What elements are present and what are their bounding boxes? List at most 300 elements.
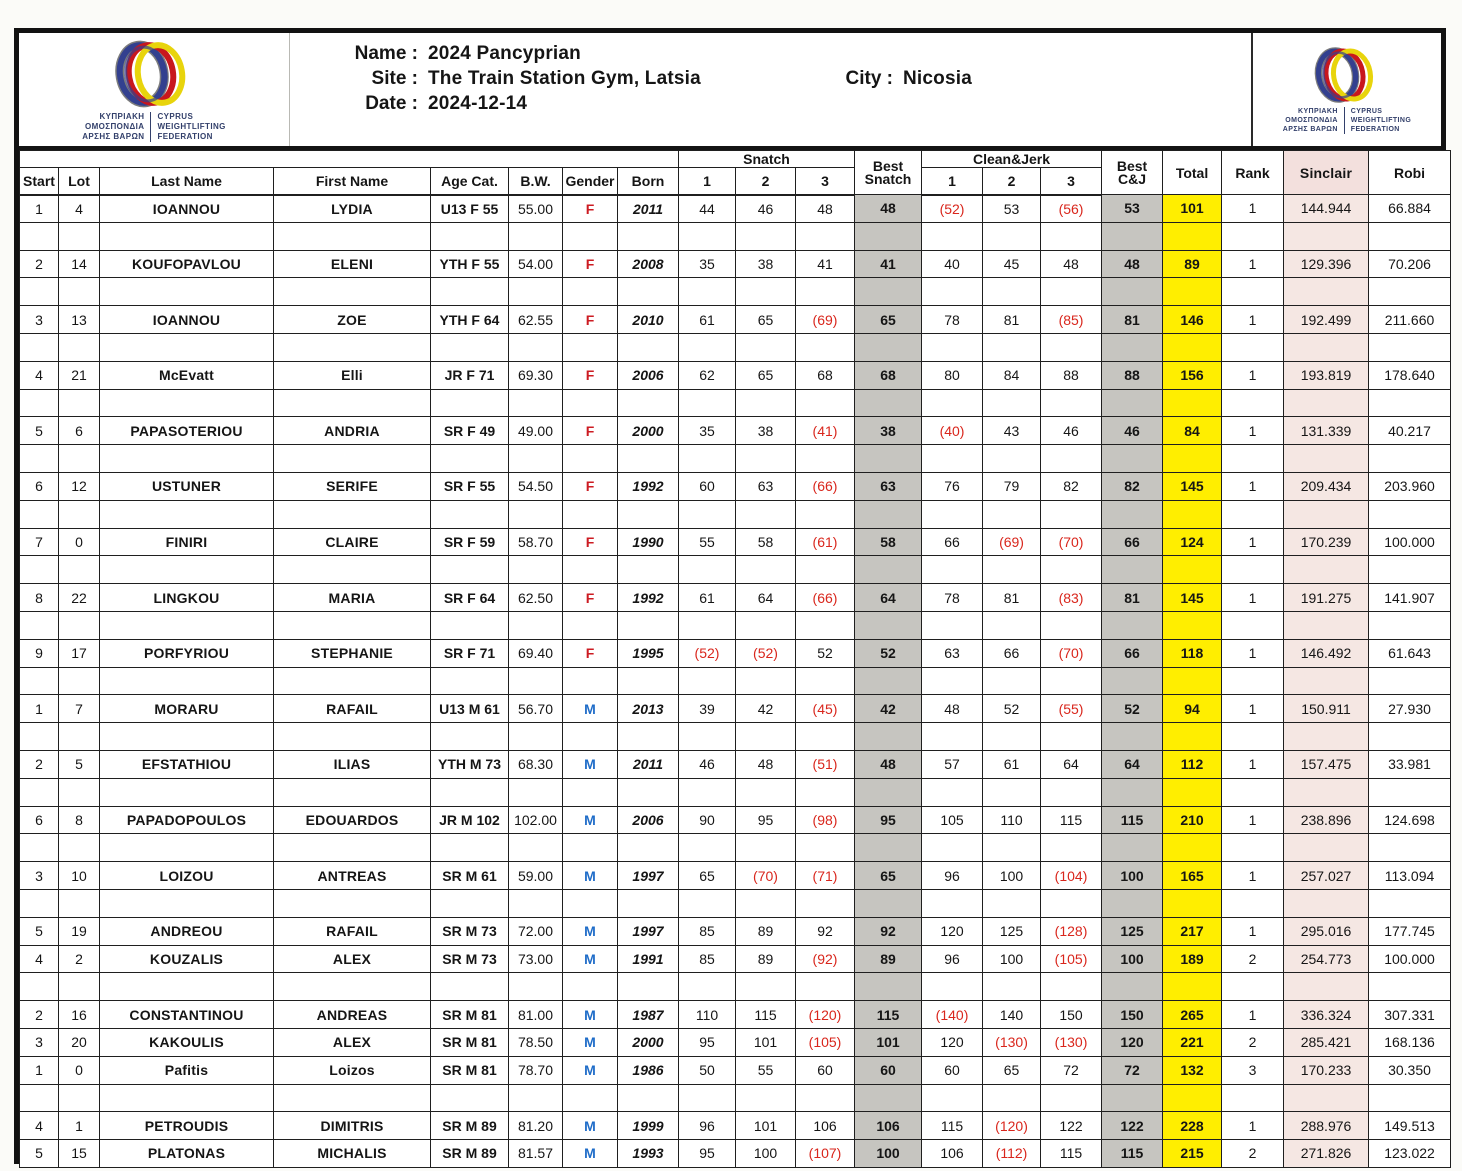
best-snatch-cell: 68 xyxy=(855,361,922,389)
snatch-attempt-3-cell xyxy=(796,611,855,639)
clean-jerk-group-header: Clean&Jerk xyxy=(922,151,1102,168)
age-cat-cell: SR M 61 xyxy=(431,862,509,890)
snatch-attempt-1-header: 1 xyxy=(679,168,736,195)
robi-cell: 61.643 xyxy=(1369,639,1451,667)
bw-cell xyxy=(509,667,563,695)
born-cell: 2000 xyxy=(618,1028,679,1056)
last-name-cell: PLATONAS xyxy=(100,1140,274,1168)
cj-attempt-2-cell xyxy=(983,889,1041,917)
start-cell: 4 xyxy=(20,1112,59,1140)
age-cat-cell xyxy=(431,973,509,1001)
cj-attempt-1-cell xyxy=(922,667,983,695)
bw-cell: 102.00 xyxy=(509,806,563,834)
best-snatch-cell: 42 xyxy=(855,695,922,723)
sinclair-cell xyxy=(1284,1084,1369,1112)
best-cj-cell: 81 xyxy=(1102,584,1163,612)
lot-cell: 16 xyxy=(59,1001,100,1029)
snatch-attempt-1-cell: 60 xyxy=(679,472,736,500)
bw-cell: 49.00 xyxy=(509,417,563,445)
start-cell: 9 xyxy=(20,639,59,667)
cj-attempt-3-cell: 82 xyxy=(1041,472,1102,500)
robi-cell xyxy=(1369,667,1451,695)
age-cat-cell: YTH F 64 xyxy=(431,306,509,334)
lot-cell xyxy=(59,611,100,639)
snatch-attempt-1-cell: 39 xyxy=(679,695,736,723)
cj-attempt-1-cell: (140) xyxy=(922,1001,983,1029)
event-site-row xyxy=(340,68,1080,93)
age-cat-cell xyxy=(431,611,509,639)
robi-cell: 177.745 xyxy=(1369,917,1451,945)
last-name-cell: IOANNOU xyxy=(100,306,274,334)
robi-cell: 27.930 xyxy=(1369,695,1451,723)
lot-cell xyxy=(59,278,100,306)
total-cell xyxy=(1163,389,1222,417)
best-cj-cell: 53 xyxy=(1102,195,1163,223)
rank-cell xyxy=(1222,723,1284,751)
gender-cell xyxy=(563,973,618,1001)
lot-cell xyxy=(59,389,100,417)
bw-cell: 73.00 xyxy=(509,945,563,973)
federation-logo-left xyxy=(19,33,290,146)
snatch-attempt-1-cell xyxy=(679,500,736,528)
gender-cell: F xyxy=(563,361,618,389)
lot-cell: 14 xyxy=(59,250,100,278)
total-cell: 189 xyxy=(1163,945,1222,973)
bw-cell: 81.20 xyxy=(509,1112,563,1140)
snatch-attempt-2-cell: 55 xyxy=(736,1056,796,1084)
lot-cell: 15 xyxy=(59,1140,100,1168)
born-cell xyxy=(618,222,679,250)
first-name-cell: LYDIA xyxy=(274,195,431,223)
best-cj-cell xyxy=(1102,889,1163,917)
snatch-attempt-2-header: 2 xyxy=(736,168,796,195)
born-cell xyxy=(618,889,679,917)
total-cell: 94 xyxy=(1163,695,1222,723)
sinclair-cell: 193.819 xyxy=(1284,361,1369,389)
best-cj-cell: 82 xyxy=(1102,472,1163,500)
snatch-attempt-3-cell: (45) xyxy=(796,695,855,723)
cj-attempt-1-cell: 120 xyxy=(922,1028,983,1056)
bw-cell xyxy=(509,778,563,806)
born-cell xyxy=(618,834,679,862)
best-cj-cell xyxy=(1102,834,1163,862)
gender-cell xyxy=(563,333,618,361)
cj-attempt-2-cell: (112) xyxy=(983,1140,1041,1168)
last-name-cell: McEvatt xyxy=(100,361,274,389)
spacer-row xyxy=(20,222,1451,250)
athlete-row xyxy=(20,528,1451,556)
cj-attempt-1-cell xyxy=(922,389,983,417)
snatch-attempt-3-cell: (107) xyxy=(796,1140,855,1168)
total-cell: 118 xyxy=(1163,639,1222,667)
event-city-value: Nicosia xyxy=(903,68,972,89)
robi-cell xyxy=(1369,500,1451,528)
snatch-attempt-1-cell: 96 xyxy=(679,1112,736,1140)
robi-cell: 70.206 xyxy=(1369,250,1451,278)
snatch-attempt-1-cell xyxy=(679,278,736,306)
cj-attempt-1-cell: 115 xyxy=(922,1112,983,1140)
best-snatch-cell: 52 xyxy=(855,639,922,667)
start-cell: 4 xyxy=(20,945,59,973)
start-cell xyxy=(20,723,59,751)
bw-cell xyxy=(509,1084,563,1112)
cj-attempt-1-cell: 63 xyxy=(922,639,983,667)
last-name-cell: ANDREOU xyxy=(100,917,274,945)
gender-cell: F xyxy=(563,639,618,667)
snatch-attempt-3-cell xyxy=(796,1084,855,1112)
start-cell: 3 xyxy=(20,862,59,890)
athlete-row xyxy=(20,806,1451,834)
org-english-line3: FEDERATION xyxy=(1350,126,1400,133)
lot-cell: 21 xyxy=(59,361,100,389)
org-greek-line1: ΚΥΠΡΙΑΚΗ xyxy=(99,111,145,121)
cj-attempt-3-cell xyxy=(1041,445,1102,473)
bw-cell xyxy=(509,500,563,528)
total-cell: 215 xyxy=(1163,1140,1222,1168)
sinclair-cell: 170.233 xyxy=(1284,1056,1369,1084)
born-cell: 1987 xyxy=(618,1001,679,1029)
best-cj-cell: 52 xyxy=(1102,695,1163,723)
cj-attempt-2-cell: 61 xyxy=(983,750,1041,778)
cj-attempt-3-cell: (130) xyxy=(1041,1028,1102,1056)
gender-cell xyxy=(563,500,618,528)
robi-cell: 66.884 xyxy=(1369,195,1451,223)
event-date-value: 2024-12-14 xyxy=(428,93,528,114)
athlete-row xyxy=(20,584,1451,612)
total-cell xyxy=(1163,778,1222,806)
bw-cell: 56.70 xyxy=(509,695,563,723)
rank-cell xyxy=(1222,500,1284,528)
snatch-attempt-1-cell xyxy=(679,889,736,917)
snatch-attempt-2-cell xyxy=(736,723,796,751)
snatch-attempt-2-cell xyxy=(736,889,796,917)
snatch-attempt-2-cell: 101 xyxy=(736,1028,796,1056)
first-name-cell: ANDREAS xyxy=(274,1001,431,1029)
snatch-attempt-1-cell: 46 xyxy=(679,750,736,778)
event-date-label: Date : xyxy=(365,93,418,114)
sinclair-cell: 146.492 xyxy=(1284,639,1369,667)
best-snatch-cell xyxy=(855,973,922,1001)
first-name-cell xyxy=(274,973,431,1001)
born-header: Born xyxy=(618,168,679,195)
first-name-cell: ALEX xyxy=(274,945,431,973)
age-cat-cell: U13 M 61 xyxy=(431,695,509,723)
last-name-cell xyxy=(100,278,274,306)
cj-attempt-1-cell: 105 xyxy=(922,806,983,834)
born-cell xyxy=(618,278,679,306)
snatch-attempt-2-cell xyxy=(736,667,796,695)
robi-cell xyxy=(1369,389,1451,417)
gender-cell xyxy=(563,834,618,862)
first-name-cell: MICHALIS xyxy=(274,1140,431,1168)
first-name-cell: EDOUARDOS xyxy=(274,806,431,834)
total-cell: 146 xyxy=(1163,306,1222,334)
last-name-cell xyxy=(100,889,274,917)
cj-attempt-3-cell xyxy=(1041,611,1102,639)
cj-attempt-3-cell xyxy=(1041,834,1102,862)
gender-cell: M xyxy=(563,917,618,945)
first-name-cell: ANTREAS xyxy=(274,862,431,890)
rank-cell: 1 xyxy=(1222,695,1284,723)
born-cell: 1999 xyxy=(618,1112,679,1140)
lot-cell xyxy=(59,222,100,250)
snatch-attempt-2-cell: 89 xyxy=(736,945,796,973)
last-name-cell xyxy=(100,1084,274,1112)
age-cat-cell: JR M 102 xyxy=(431,806,509,834)
born-cell xyxy=(618,973,679,1001)
last-name-cell xyxy=(100,445,274,473)
start-cell xyxy=(20,973,59,1001)
age-cat-cell xyxy=(431,278,509,306)
total-cell: 228 xyxy=(1163,1112,1222,1140)
snatch-attempt-1-cell xyxy=(679,389,736,417)
snatch-attempt-3-cell: (98) xyxy=(796,806,855,834)
best-snatch-cell xyxy=(855,834,922,862)
best-snatch-cell: 58 xyxy=(855,528,922,556)
bw-cell: 78.70 xyxy=(509,1056,563,1084)
best-cj-cell xyxy=(1102,723,1163,751)
cj-attempt-2-cell xyxy=(983,611,1041,639)
cj-attempt-2-cell: 81 xyxy=(983,584,1041,612)
robi-cell: 203.960 xyxy=(1369,472,1451,500)
snatch-attempt-3-header: 3 xyxy=(796,168,855,195)
sheet-frame xyxy=(14,28,1446,1164)
last-name-cell xyxy=(100,333,274,361)
cj-attempt-3-cell xyxy=(1041,1084,1102,1112)
cj-attempt-2-cell xyxy=(983,445,1041,473)
athlete-row xyxy=(20,945,1451,973)
bw-cell xyxy=(509,389,563,417)
total-cell xyxy=(1163,278,1222,306)
lot-cell xyxy=(59,778,100,806)
sinclair-cell: 150.911 xyxy=(1284,695,1369,723)
cj-attempt-1-cell xyxy=(922,611,983,639)
cj-attempt-3-header: 3 xyxy=(1041,168,1102,195)
lot-cell: 10 xyxy=(59,862,100,890)
age-cat-cell: YTH F 55 xyxy=(431,250,509,278)
best-snatch-cell xyxy=(855,333,922,361)
cj-attempt-1-cell xyxy=(922,973,983,1001)
bw-cell xyxy=(509,222,563,250)
born-cell: 1986 xyxy=(618,1056,679,1084)
rank-cell: 1 xyxy=(1222,639,1284,667)
cj-attempt-3-cell xyxy=(1041,973,1102,1001)
first-name-cell: Elli xyxy=(274,361,431,389)
last-name-cell: PORFYRIOU xyxy=(100,639,274,667)
lot-cell xyxy=(59,333,100,361)
cj-attempt-1-cell: 66 xyxy=(922,528,983,556)
first-name-cell: SERIFE xyxy=(274,472,431,500)
lot-cell: 13 xyxy=(59,306,100,334)
snatch-attempt-2-cell: 38 xyxy=(736,417,796,445)
bw-cell: 54.50 xyxy=(509,472,563,500)
snatch-attempt-1-cell: 85 xyxy=(679,945,736,973)
cj-attempt-2-cell: 140 xyxy=(983,1001,1041,1029)
start-cell: 8 xyxy=(20,584,59,612)
athlete-row xyxy=(20,1112,1451,1140)
gender-cell: M xyxy=(563,750,618,778)
rank-cell xyxy=(1222,445,1284,473)
best-label: Best xyxy=(1116,157,1148,174)
weightlifting-rings-icon xyxy=(1297,45,1397,105)
org-greek-line2: ΟΜΟΣΠΟΝΔΙΑ xyxy=(85,121,145,131)
start-cell: 3 xyxy=(20,1028,59,1056)
rank-cell xyxy=(1222,611,1284,639)
last-name-cell: KAKOULIS xyxy=(100,1028,274,1056)
gender-cell: F xyxy=(563,306,618,334)
bw-cell: 72.00 xyxy=(509,917,563,945)
sinclair-cell xyxy=(1284,667,1369,695)
robi-cell: 307.331 xyxy=(1369,1001,1451,1029)
cj-attempt-3-cell xyxy=(1041,723,1102,751)
first-name-cell: ALEX xyxy=(274,1028,431,1056)
snatch-attempt-3-cell xyxy=(796,889,855,917)
lot-cell: 1 xyxy=(59,1112,100,1140)
rank-cell xyxy=(1222,973,1284,1001)
snatch-attempt-2-cell xyxy=(736,445,796,473)
last-name-cell xyxy=(100,667,274,695)
lot-cell xyxy=(59,445,100,473)
best-cj-cell: 115 xyxy=(1102,1140,1163,1168)
snatch-attempt-2-cell: 100 xyxy=(736,1140,796,1168)
best-cj-cell: 66 xyxy=(1102,528,1163,556)
age-cat-cell: SR F 71 xyxy=(431,639,509,667)
gender-cell xyxy=(563,667,618,695)
age-cat-header: Age Cat. xyxy=(431,168,509,195)
first-name-cell: ILIAS xyxy=(274,750,431,778)
sinclair-cell xyxy=(1284,222,1369,250)
snatch-attempt-1-cell xyxy=(679,333,736,361)
lot-cell: 5 xyxy=(59,750,100,778)
best-snatch-cell: 63 xyxy=(855,472,922,500)
age-cat-cell: SR F 64 xyxy=(431,584,509,612)
gender-cell: M xyxy=(563,1028,618,1056)
snatch-attempt-2-cell: 95 xyxy=(736,806,796,834)
federation-logo-right xyxy=(1251,33,1441,146)
snatch-attempt-2-cell: 46 xyxy=(736,195,796,223)
last-name-cell xyxy=(100,389,274,417)
cj-attempt-3-cell: (104) xyxy=(1041,862,1102,890)
best-snatch-cell: 115 xyxy=(855,1001,922,1029)
best-cj-cell: 48 xyxy=(1102,250,1163,278)
born-cell xyxy=(618,611,679,639)
cj-attempt-2-cell: 52 xyxy=(983,695,1041,723)
sinclair-cell xyxy=(1284,278,1369,306)
lot-cell xyxy=(59,556,100,584)
age-cat-cell xyxy=(431,834,509,862)
robi-cell: 178.640 xyxy=(1369,361,1451,389)
start-cell xyxy=(20,778,59,806)
cj-attempt-1-cell xyxy=(922,333,983,361)
last-name-cell: CONSTANTINOU xyxy=(100,1001,274,1029)
born-cell: 1997 xyxy=(618,917,679,945)
spacer-row xyxy=(20,723,1451,751)
cj-attempt-1-cell xyxy=(922,556,983,584)
best-snatch-cell xyxy=(855,500,922,528)
last-name-cell: KOUFOPAVLOU xyxy=(100,250,274,278)
cj-attempt-3-cell xyxy=(1041,778,1102,806)
robi-cell xyxy=(1369,611,1451,639)
snatch-attempt-1-cell: (52) xyxy=(679,639,736,667)
gender-cell: M xyxy=(563,1056,618,1084)
first-name-cell xyxy=(274,834,431,862)
sinclair-cell: 288.976 xyxy=(1284,1112,1369,1140)
total-cell: 156 xyxy=(1163,361,1222,389)
bw-cell: 69.30 xyxy=(509,361,563,389)
cj-attempt-3-cell: (70) xyxy=(1041,528,1102,556)
start-cell: 1 xyxy=(20,695,59,723)
total-cell: 165 xyxy=(1163,862,1222,890)
last-name-cell: KOUZALIS xyxy=(100,945,274,973)
robi-cell xyxy=(1369,973,1451,1001)
first-name-cell: RAFAIL xyxy=(274,917,431,945)
best-snatch-cell xyxy=(855,1084,922,1112)
snatch-attempt-3-cell xyxy=(796,333,855,361)
born-cell: 1990 xyxy=(618,528,679,556)
cj-attempt-3-cell xyxy=(1041,222,1102,250)
first-name-cell xyxy=(274,1084,431,1112)
cj-attempt-1-cell xyxy=(922,889,983,917)
best-snatch-cell xyxy=(855,389,922,417)
sinclair-cell xyxy=(1284,389,1369,417)
snatch-attempt-2-cell: 64 xyxy=(736,584,796,612)
robi-cell: 211.660 xyxy=(1369,306,1451,334)
rank-cell: 3 xyxy=(1222,1056,1284,1084)
bw-cell xyxy=(509,834,563,862)
start-cell xyxy=(20,333,59,361)
snatch-attempt-3-cell: (51) xyxy=(796,750,855,778)
start-cell xyxy=(20,556,59,584)
rank-cell xyxy=(1222,389,1284,417)
cj-attempt-2-cell xyxy=(983,556,1041,584)
born-cell xyxy=(618,333,679,361)
cj-attempt-1-cell xyxy=(922,723,983,751)
cj-attempt-2-cell: (120) xyxy=(983,1112,1041,1140)
snatch-attempt-3-cell xyxy=(796,834,855,862)
rank-cell: 1 xyxy=(1222,250,1284,278)
snatch-attempt-2-cell: (52) xyxy=(736,639,796,667)
robi-cell: 33.981 xyxy=(1369,750,1451,778)
sinclair-cell: 238.896 xyxy=(1284,806,1369,834)
snatch-attempt-2-cell: 48 xyxy=(736,750,796,778)
lot-cell xyxy=(59,973,100,1001)
header-blank-area xyxy=(20,151,679,168)
first-name-cell: DIMITRIS xyxy=(274,1112,431,1140)
last-name-cell xyxy=(100,723,274,751)
cj-attempt-1-cell: (40) xyxy=(922,417,983,445)
first-name-cell xyxy=(274,445,431,473)
bw-cell xyxy=(509,611,563,639)
lot-cell xyxy=(59,667,100,695)
cj-attempt-2-cell: 81 xyxy=(983,306,1041,334)
snatch-attempt-1-cell xyxy=(679,611,736,639)
snatch-attempt-1-cell xyxy=(679,973,736,1001)
snatch-attempt-2-cell: 58 xyxy=(736,528,796,556)
cj-attempt-1-cell: 106 xyxy=(922,1140,983,1168)
cj-attempt-3-cell: (105) xyxy=(1041,945,1102,973)
start-cell xyxy=(20,445,59,473)
robi-cell: 123.022 xyxy=(1369,1140,1451,1168)
age-cat-cell xyxy=(431,778,509,806)
bw-cell: 81.57 xyxy=(509,1140,563,1168)
athlete-row xyxy=(20,695,1451,723)
first-name-cell xyxy=(274,778,431,806)
snatch-attempt-2-cell xyxy=(736,1084,796,1112)
robi-cell xyxy=(1369,556,1451,584)
best-cj-cell xyxy=(1102,333,1163,361)
rank-cell: 1 xyxy=(1222,528,1284,556)
first-name-cell: RAFAIL xyxy=(274,695,431,723)
